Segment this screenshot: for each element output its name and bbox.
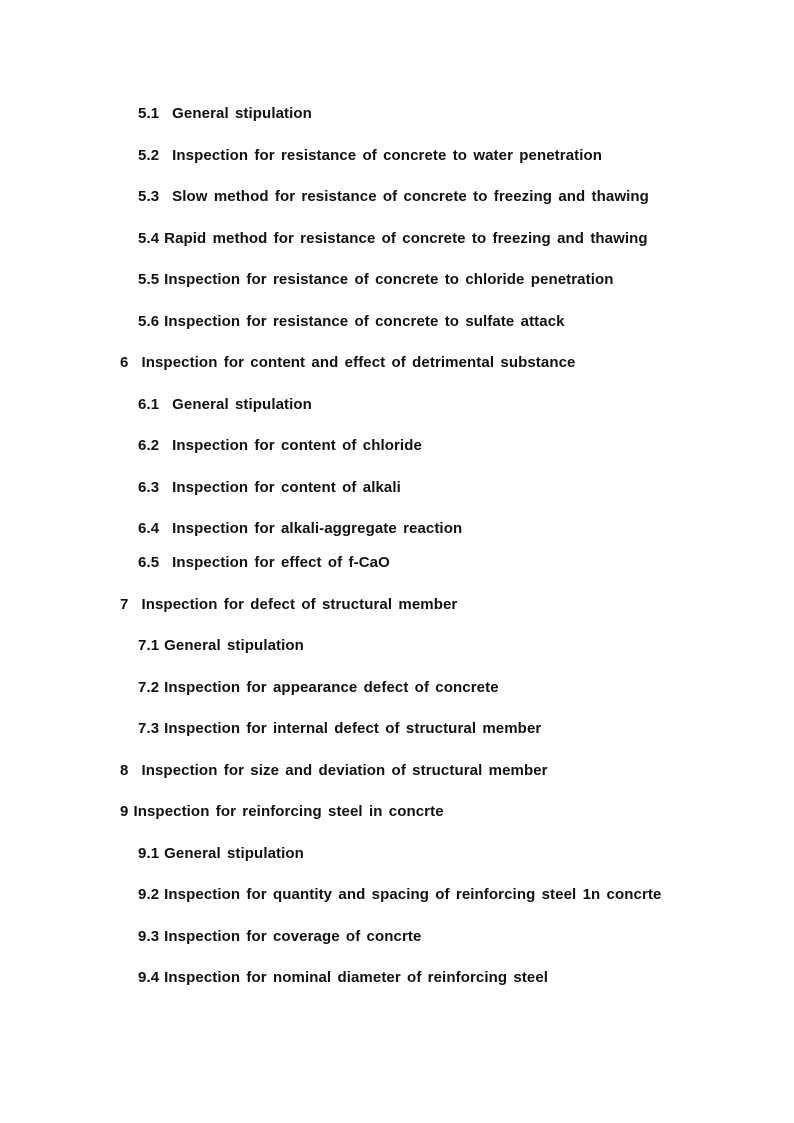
toc-item (120, 103, 754, 125)
toc-item-number: 7.3 (138, 720, 160, 737)
toc-item-text: General stipulation (172, 395, 312, 413)
toc-item-text: Inspection for content of chloride (172, 437, 422, 454)
toc-item (120, 594, 754, 616)
toc-item (120, 677, 754, 699)
toc-item (120, 967, 754, 989)
toc-item-text: Inspection for resistance of concrete to sulfate attack (164, 312, 565, 330)
toc-item-text: Inspection for coverage of concrte (164, 927, 422, 945)
toc-item-text: Inspection for quantity and spacing of reinforcing steel 1n concrte (164, 886, 662, 903)
toc-item-number: 5.4 (138, 229, 160, 247)
toc-item-number: 7 (120, 595, 129, 613)
toc-item-number: 8 (120, 761, 129, 779)
toc-item-text: Inspection for defect of structural member (141, 595, 458, 613)
toc-item-text: Inspection for size and deviation of structural member (141, 761, 548, 779)
toc-item-text: General stipulation (172, 105, 312, 122)
toc-item-number: 9 (120, 803, 129, 820)
toc-item-text: Inspection for alkali-aggregate reaction (172, 520, 463, 537)
toc-item (120, 477, 754, 499)
toc-item (120, 635, 754, 657)
toc-item (120, 394, 754, 416)
toc-item-text: Inspection for content and effect of detrimental substance (141, 354, 576, 371)
toc-item-text: Inspection for internal defect of structural member (164, 720, 542, 737)
toc-item (120, 801, 754, 823)
toc-item-number: 5.2 (138, 146, 160, 164)
toc-item-number: 5.5 (138, 271, 160, 288)
toc-item-number: 9.4 (138, 969, 160, 986)
toc-item (120, 926, 754, 948)
toc-item-number: 5.6 (138, 312, 160, 330)
toc-item-text: General stipulation (164, 844, 304, 862)
toc-item-text: Rapid method for resistance of concrete to freezing and thawing (164, 229, 648, 247)
toc-item-text: Inspection for resistance of concrete to chloride penetration (164, 271, 614, 288)
toc-item-text: Inspection for effect of f-CaO (172, 554, 390, 571)
toc-item (120, 843, 754, 865)
toc-item-number: 6.3 (138, 478, 160, 496)
toc-item-number: 6.1 (138, 395, 160, 413)
toc-item (120, 228, 754, 250)
toc-item-text: Inspection for reinforcing steel in concrte (133, 803, 444, 820)
toc-item-number: 6 (120, 354, 129, 371)
toc-item-number: 5.1 (138, 105, 160, 122)
toc-item (120, 186, 754, 208)
toc-item-number: 9.2 (138, 886, 160, 903)
toc-item (120, 311, 754, 333)
toc-item (120, 552, 754, 574)
toc-item (120, 435, 754, 457)
toc-item (120, 518, 754, 540)
toc-item-number: 9.1 (138, 844, 160, 862)
toc-item (120, 269, 754, 291)
toc-item (120, 718, 754, 740)
toc-item (120, 884, 754, 906)
toc-item-text: Slow method for resistance of concrete to freezing and thawing (172, 188, 649, 205)
toc-item-number: 6.5 (138, 554, 160, 571)
toc-item-number: 7.2 (138, 678, 160, 696)
toc-item-number: 6.2 (138, 437, 160, 454)
toc-item-text: General stipulation (164, 637, 304, 654)
toc-item (120, 145, 754, 167)
toc-item-number: 5.3 (138, 188, 160, 205)
toc-item-text: Inspection for content of alkali (172, 478, 401, 496)
toc-item-text: Inspection for resistance of concrete to water penetration (172, 146, 603, 164)
toc-item-number: 7.1 (138, 637, 160, 654)
toc-item-number: 9.3 (138, 927, 160, 945)
toc-list (120, 103, 754, 1009)
toc-item-number: 6.4 (138, 520, 160, 537)
toc-item-text: Inspection for appearance defect of concrete (164, 678, 499, 696)
toc-item (120, 352, 754, 374)
toc-item-text: Inspection for nominal diameter of reinforcing steel (164, 969, 549, 986)
toc-item (120, 760, 754, 782)
